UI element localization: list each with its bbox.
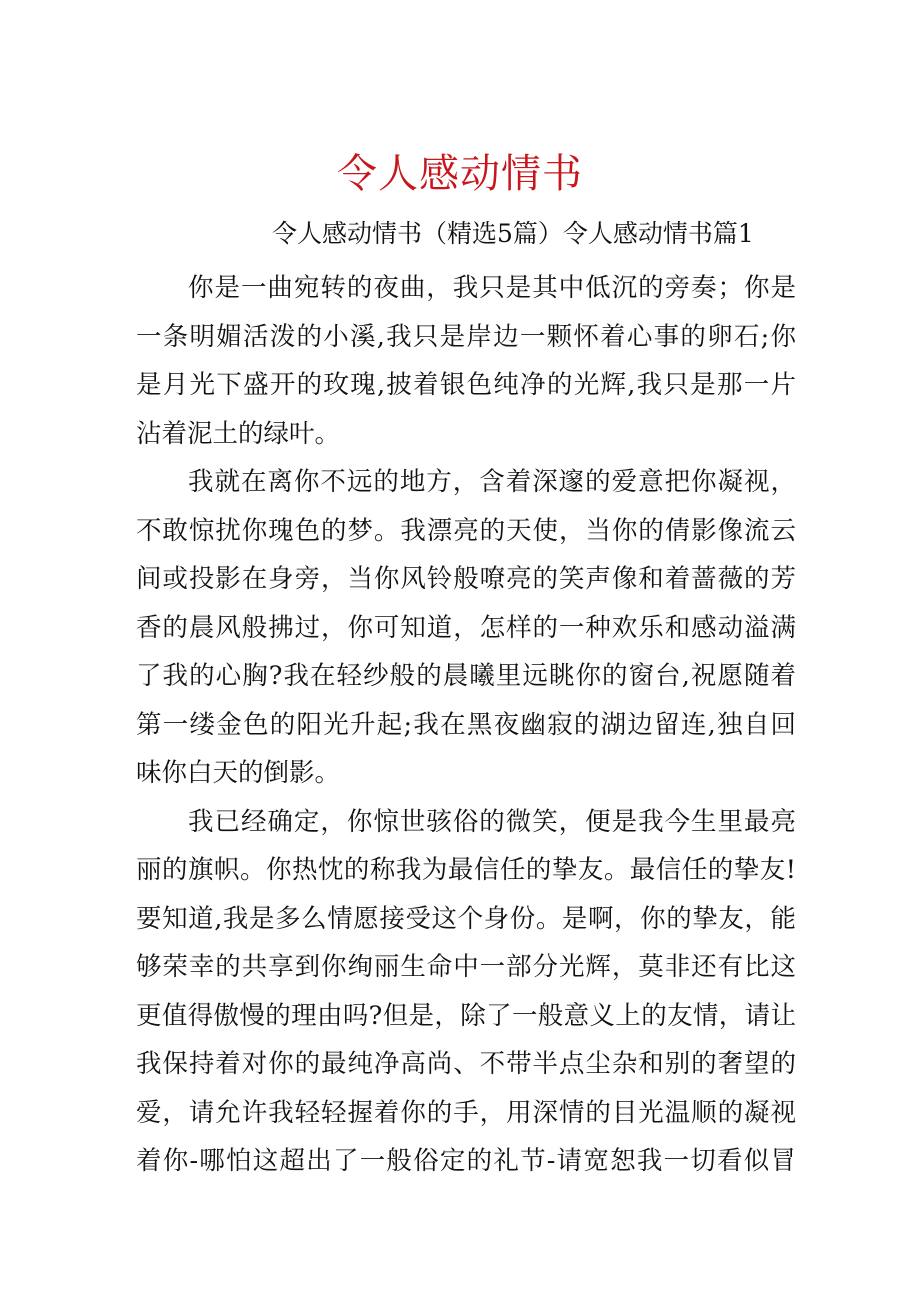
text-line: 是月光下盛开的玫瑰,披着银色纯净的光辉,我只是那一片 xyxy=(136,370,796,400)
text-line: 沾着泥土的绿叶。 xyxy=(136,418,341,449)
paragraph-2 xyxy=(136,458,796,798)
text-line: 不敢惊扰你瑰色的梦。我漂亮的天使，当你的倩影像流云 xyxy=(136,515,796,546)
text-line: 爱，请允许我轻轻握着你的手，用深情的目光温顺的凝视 xyxy=(136,1097,796,1128)
text-line: 我保持着对你的最纯净高尚、不带半点尘杂和别的奢望的 xyxy=(136,1049,796,1079)
text-line: 第一缕金色的阳光升起;我在黑夜幽寂的湖边留连,独自回 xyxy=(136,709,796,740)
document-body xyxy=(136,264,796,1186)
text-line: 我就在离你不远的地方，含着深邃的爱意把你凝视， xyxy=(188,467,796,497)
paragraph-1 xyxy=(136,264,796,458)
text-line: 够荣幸的共享到你绚丽生命中一部分光辉，莫非还有比这 xyxy=(136,952,796,982)
text-line: 香的晨风般拂过，你可知道，怎样的一种欢乐和感动溢满 xyxy=(136,612,796,643)
text-line: 我已经确定，你惊世骇俗的微笑，便是我今生里最亮 xyxy=(188,806,796,837)
document-subtitle: 令人感动情书（精选5篇）令人感动情书篇1 xyxy=(272,219,754,248)
text-line: 间或投影在身旁，当你风铃般嘹亮的笑声像和着蔷薇的芳 xyxy=(136,564,796,594)
text-line: 要知道,我是多么情愿接受这个身份。是啊，你的挚友，能 xyxy=(136,903,796,934)
text-line: 丽的旗帜。你热忱的称我为最信任的挚友。最信任的挚友! xyxy=(136,855,796,885)
text-line: 着你-哪怕这超出了一般俗定的礼节-请宽恕我一切看似冒 xyxy=(136,1146,796,1176)
text-line: 味你白天的倒影。 xyxy=(136,758,341,788)
text-line: 了我的心胸?我在轻纱般的晨曦里远眺你的窗台,祝愿随着 xyxy=(136,661,796,691)
text-line: 一条明媚活泼的小溪,我只是岸边一颗怀着心事的卵石;你 xyxy=(136,321,796,352)
text-line: 更值得傲慢的理由吗?但是，除了一般意义上的友情，请让 xyxy=(136,1000,796,1031)
paragraph-3 xyxy=(136,798,796,1186)
text-line: 你是一曲宛转的夜曲，我只是其中低沉的旁奏；你是 xyxy=(188,273,796,303)
document-title: 令人感动情书 xyxy=(337,151,583,197)
